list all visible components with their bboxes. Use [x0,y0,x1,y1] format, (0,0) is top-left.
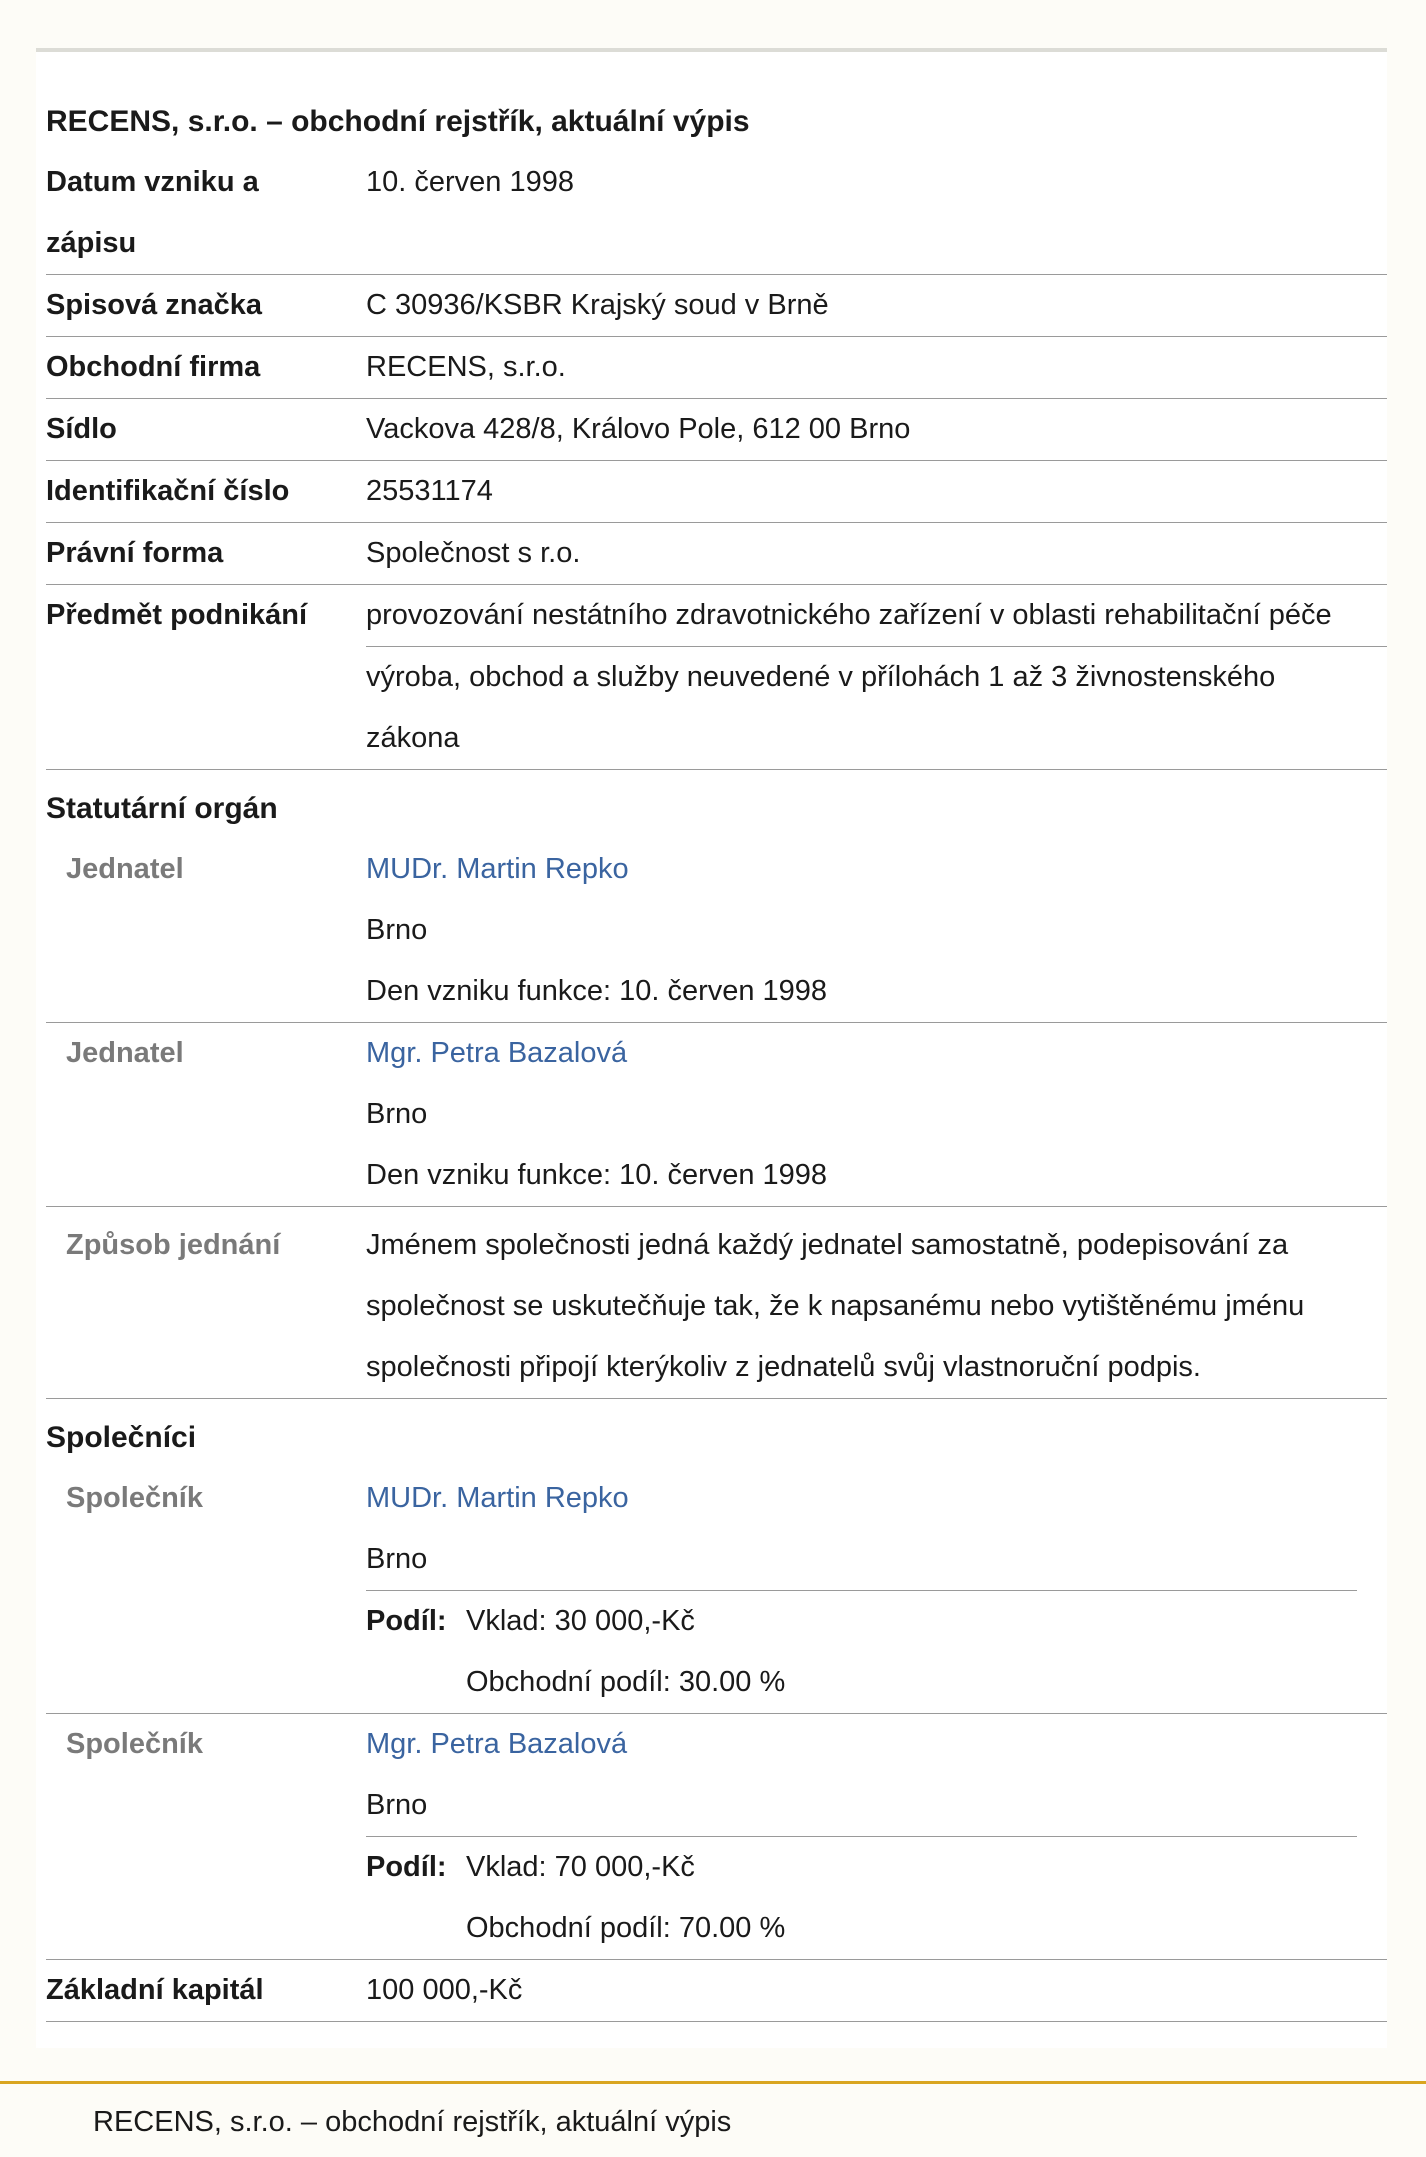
share-values [466,1837,785,1959]
person-city: Brno [366,914,428,946]
row-label: Sídlo [46,413,117,445]
register-page [36,48,1387,2048]
row-spisova-znacka [46,275,1387,337]
row-label: Předmět podnikání [46,599,308,631]
function-since: Den vzniku funkce: 10. červen 1998 [366,975,828,1007]
register-content [46,52,1387,2022]
row-value [366,1023,1387,1206]
row-label [46,152,366,274]
zpusob-line: společnosti připojí kterýkoliv z jednatelů svůj vlastnoruční podpis. [366,1351,1201,1383]
row-value: C 30936/KSBR Krajský soud v Brně [366,289,829,321]
person-link[interactable]: MUDr. Martin Repko [366,853,629,885]
obchodni-podil: Obchodní podíl: 70.00 % [466,1912,786,1944]
predmet-line: výroba, obchod a služby neuvedené v přílohách 1 až 3 živnostenského [366,661,1276,693]
row-ico [46,461,1387,523]
share-label: Podíl: [366,1605,447,1637]
row-value: 100 000,-Kč [366,1974,523,2006]
role-label: Jednatel [66,853,184,885]
zpusob-line: společnost se uskutečňuje tak, že k napsanému nebo vytištěnému jménu [366,1290,1305,1322]
zpusob-jednani-row [46,1207,1387,1399]
person-city: Brno [366,1543,428,1575]
jednatel-row [46,1023,1387,1207]
page-title: RECENS, s.r.o. – obchodní rejstřík, aktuální výpis [46,105,750,138]
person-link[interactable]: MUDr. Martin Repko [366,1482,629,1514]
row-value [366,1215,1387,1398]
row-label: Základní kapitál [46,1974,264,2006]
role-label: Jednatel [66,1037,184,1069]
row-obchodni-firma [46,337,1387,399]
row-value [366,1468,1387,1713]
role-label: Způsob jednání [66,1229,281,1261]
row-label: Právní forma [46,537,224,569]
spolecnik-row [46,1714,1387,1960]
row-label: Obchodní firma [46,351,261,383]
section-heading-spolecnici: Společníci [46,1421,197,1454]
row-label: Spisová značka [46,289,262,321]
row-value: RECENS, s.r.o. [366,351,566,383]
row-pravni-forma [46,523,1387,585]
footer-title: RECENS, s.r.o. – obchodní rejstřík, aktuální výpis [93,2106,732,2138]
row-sidlo [46,399,1387,461]
person-city: Brno [366,1789,428,1821]
row-value: 10. červen 1998 [366,166,574,198]
jednatel-row [46,839,1387,1023]
share-values [466,1591,785,1713]
zpusob-line: Jménem společnosti jedná každý jednatel samostatně, podepisování za [366,1229,1289,1261]
role-label: Společník [66,1728,203,1760]
row-value: Společnost s r.o. [366,537,581,569]
spolecnik-row [46,1468,1387,1714]
predmet-item: provozování nestátního zdravotnického zařízení v oblasti rehabilitační péče [366,585,1387,647]
person-city: Brno [366,1098,428,1130]
person-link[interactable]: Mgr. Petra Bazalová [366,1728,628,1760]
row-value [366,1714,1387,1959]
footer-bar [0,2081,1426,2157]
row-label: Identifikační číslo [46,475,290,507]
share-block [366,1591,1387,1713]
row-value [366,839,1387,1022]
predmet-item [366,647,1387,769]
vklad: Vklad: 30 000,-Kč [466,1605,695,1637]
vklad: Vklad: 70 000,-Kč [466,1851,695,1883]
role-label: Společník [66,1482,203,1514]
share-label: Podíl: [366,1851,447,1883]
row-datum-vzniku [46,152,1387,275]
row-value: 25531174 [366,475,493,507]
row-value [366,585,1387,769]
obchodni-podil: Obchodní podíl: 30.00 % [466,1666,786,1698]
predmet-line: zákona [366,722,460,754]
row-predmet-podnikani [46,585,1387,770]
share-block [366,1837,1387,1959]
section-heading-statutarni: Statutární orgán [46,792,278,825]
row-zakladni-kapital [46,1960,1387,2022]
label-line: Datum vzniku a [46,166,259,198]
person-link[interactable]: Mgr. Petra Bazalová [366,1037,628,1069]
row-value: Vackova 428/8, Královo Pole, 612 00 Brno [366,413,911,445]
function-since: Den vzniku funkce: 10. červen 1998 [366,1159,828,1191]
label-line: zápisu [46,227,137,259]
